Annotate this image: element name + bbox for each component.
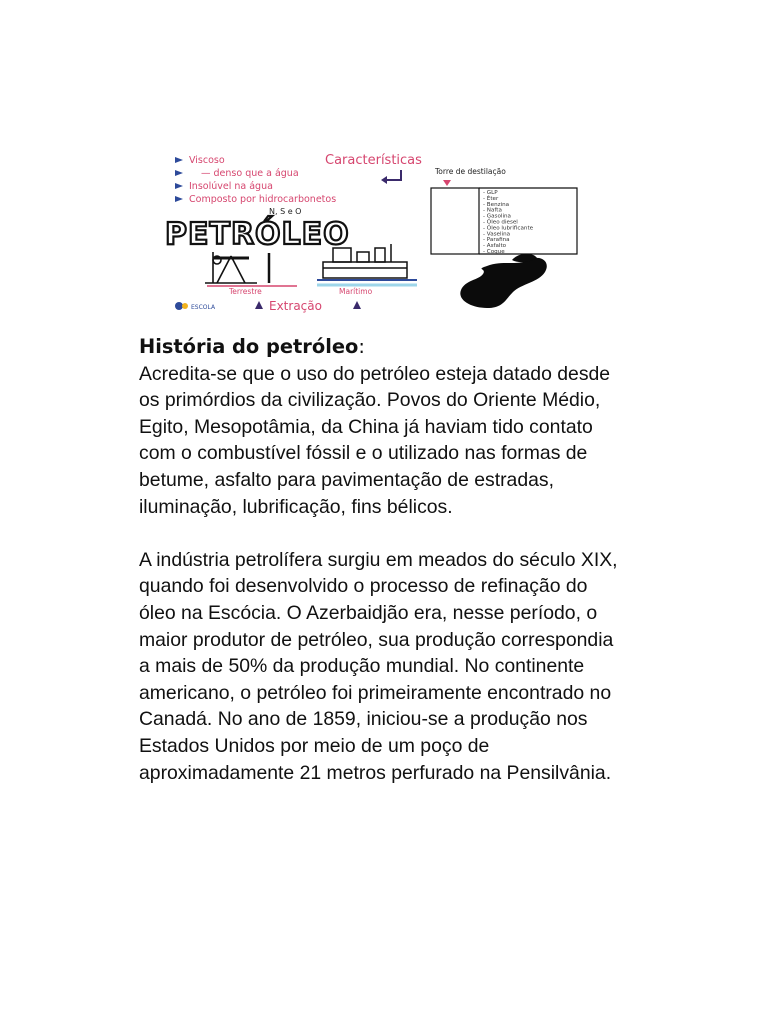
product-item: - Óleo diesel	[483, 219, 518, 226]
article-heading: História do petróleo:	[139, 335, 365, 358]
up-arrow-icon	[353, 301, 361, 309]
infographic-drawing	[157, 148, 593, 316]
feature-arrows	[175, 157, 183, 202]
feature-item: Insolúvel na água	[189, 181, 273, 192]
paragraph-2: A indústria petrolífera surgiu em meados do século XIX, quando foi desenvolvido o processo de refinação do óleo na Escócia. O Azerbaidjão era, nesse período, o maior produtor de petróleo, sua produção correspondia a mais de 50% da produção mundial. No continente americano, o petróleo foi primeiramente encontrado no Canadá. No ano de 1859, iniciou-se a produção nos Estados Unidos por meio de um poço de aproximadamente 21 metros perfurado na Pensilvânia.	[139, 548, 618, 784]
feature-item: Viscoso	[189, 155, 225, 166]
products-list	[483, 190, 534, 255]
product-item: - GLP	[483, 190, 498, 196]
down-arrow-icon	[443, 180, 451, 186]
product-item: - Parafina	[483, 237, 510, 244]
product-item: - Benzina	[483, 201, 510, 208]
sea-label: Marítimo	[339, 287, 373, 296]
feature-item: N, S e O	[269, 207, 302, 216]
tower-title: Torre de destilação	[435, 167, 506, 176]
arrow-head-icon	[381, 176, 387, 184]
product-item: - Asfalto	[483, 243, 507, 250]
feature-list	[189, 155, 336, 216]
feature-item: — denso que a água	[201, 168, 299, 179]
paragraph-1-text: Acredita-se que o uso do petróleo esteja datado desde os primórdios da civilização. Povos do Oriente Médio, Egito, Mesopotâmia, da China já haviam tido contato com o combustível fóssil e o utilizado nas formas de betume, asfalto para pavimentação de estradas, iluminação, lubrificação, fins bélicos.	[139, 362, 611, 518]
characteristics-heading: Características	[325, 153, 422, 168]
product-item: - Óleo lubrificante	[483, 225, 534, 232]
up-arrow-icon	[255, 301, 263, 309]
product-item: - Coque	[483, 249, 505, 255]
brasil-escola-logo	[175, 302, 216, 311]
product-item: - Vaselina	[483, 231, 511, 238]
article	[139, 334, 629, 786]
extraction-label: Extração	[269, 299, 322, 313]
petroleum-infographic	[157, 148, 593, 316]
product-item: - Éter	[483, 195, 499, 202]
pump-jack-icon	[205, 252, 297, 286]
land-label: Terrestre	[229, 287, 262, 296]
product-item: - Nafta	[483, 207, 502, 214]
product-item: - Gasolina	[483, 213, 511, 220]
return-arrow-icon	[387, 170, 401, 180]
petroleo-title: PETRÓLEO	[165, 217, 350, 252]
feature-item: Composto por hidrocarbonetos	[189, 194, 337, 205]
svg-text:ESCOLA: ESCOLA	[191, 304, 216, 311]
paragraph-1	[139, 334, 629, 520]
oil-blob-icon	[460, 258, 546, 308]
